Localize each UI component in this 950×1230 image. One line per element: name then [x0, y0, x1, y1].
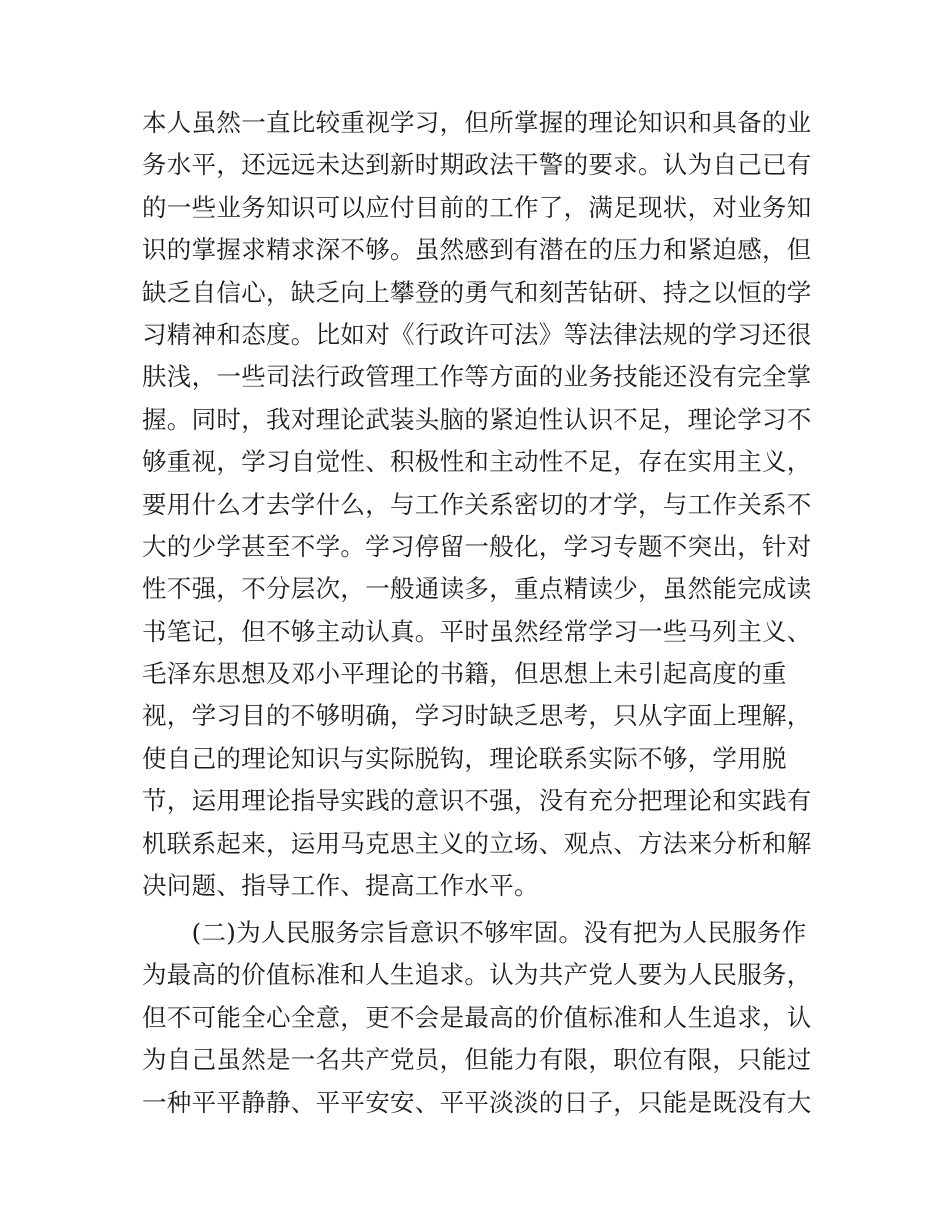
text-line: 使自己的理论知识与实际脱钩，理论联系实际不够，学用脱	[142, 743, 787, 773]
paragraph-2	[142, 912, 832, 1124]
text-line: 但不可能全心全意，更不会是最高的价值标准和人生追求，认	[142, 1002, 812, 1032]
text-line: 够重视，学习自觉性、积极性和主动性不足，存在实用主义，	[142, 447, 812, 477]
text-line: 识的掌握求精求深不够。虽然感到有潜在的压力和紧迫感，但	[142, 235, 812, 265]
text-line: 书笔记，但不够主动认真。平时虽然经常学习一些马列主义、	[142, 616, 812, 646]
text-line: 机联系起来，运用马克思主义的立场、观点、方法来分析和解	[142, 828, 812, 858]
text-line: 的一些业务知识可以应付目前的工作了，满足现状，对业务知	[142, 192, 812, 222]
text-line: 握。同时，我对理论武装头脑的紧迫性认识不足，理论学习不	[142, 404, 812, 434]
text-line: 性不强，不分层次，一般通读多，重点精读少，虽然能完成读	[142, 574, 812, 604]
text-line: 肤浅，一些司法行政管理工作等方面的业务技能还没有完全掌	[142, 362, 812, 392]
text-line: 习精神和态度。比如对《行政许可法》等法律法规的学习还很	[142, 319, 812, 349]
text-line: 缺乏自信心，缺乏向上攀登的勇气和刻苦钻研、持之以恒的学	[142, 277, 812, 307]
text-line: (二)为人民服务宗旨意识不够牢固。没有把为人民服务作	[142, 918, 807, 947]
text-line: 决问题、指导工作、提高工作水平。	[142, 871, 539, 901]
text-line: 为最高的价值标准和人生追求。认为共产党人要为人民服务，	[142, 960, 812, 990]
text-line: 要用什么才去学什么，与工作关系密切的才学，与工作关系不	[142, 489, 812, 519]
text-line: 节，运用理论指导实践的意识不强，没有充分把理论和实践有	[142, 786, 812, 816]
text-line: 一种平平静静、平平安安、平平淡淡的日子，只能是既没有大	[142, 1087, 812, 1117]
text-line: 本人虽然一直比较重视学习，但所掌握的理论知识和具备的业	[142, 108, 812, 137]
text-line: 毛泽东思想及邓小平理论的书籍，但思想上未引起高度的重	[142, 659, 787, 689]
text-line: 为自己虽然是一名共产党员，但能力有限，职位有限，只能过	[142, 1045, 812, 1075]
text-line: 大的少学甚至不学。学习停留一般化，学习专题不突出，针对	[142, 531, 812, 561]
paragraph-1	[142, 102, 832, 907]
text-line: 视，学习目的不够明确，学习时缺乏思考，只从字面上理解，	[142, 701, 812, 731]
text-line: 务水平，还远远未达到新时期政法干警的要求。认为自己已有	[142, 150, 812, 180]
